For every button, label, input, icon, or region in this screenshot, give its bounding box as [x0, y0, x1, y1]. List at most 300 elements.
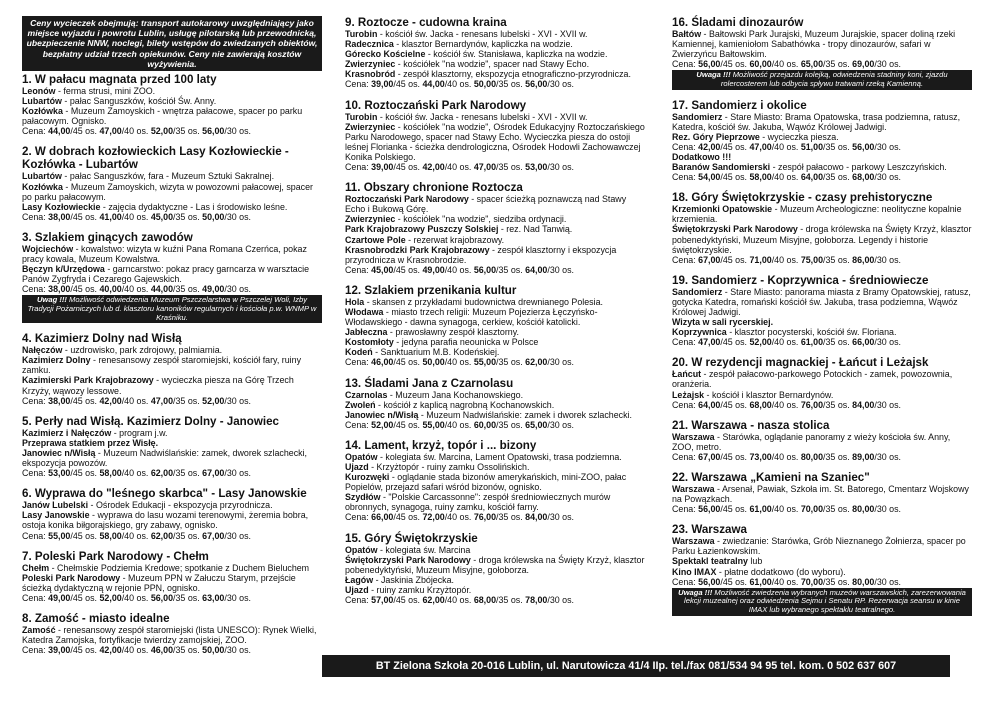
- stop-description: - zespół pałacowo-parkowego Potockich - zamek, powozownia, oranżeria.: [672, 369, 953, 390]
- group-size: /45 os.: [70, 284, 100, 295]
- tour-stop: [672, 327, 972, 337]
- stop-name: Zwoleń: [345, 399, 376, 410]
- group-size: /35 os.: [173, 284, 203, 295]
- group-size: /45 os.: [720, 399, 750, 410]
- stop-description: - Bałtowski Park Jurajski, Muzeum Jurajskie, spacer doliną rzeki Kamiennej, kamieniołom Sabathówka - tropy dinozaurów, safari w Zwierzyńcu Bałtowskim.: [672, 29, 956, 60]
- tour-stop: [672, 484, 972, 504]
- group-size: /35 os.: [823, 172, 853, 183]
- tour-title: 19. Sandomierz - Koprzywnica - średniowiecze: [672, 273, 929, 287]
- group-size: /35 os.: [496, 162, 526, 173]
- price-value: 52,00: [749, 337, 772, 348]
- group-size: /40 os.: [121, 211, 151, 222]
- group-size: /45 os.: [720, 504, 750, 515]
- group-size: /35 os.: [496, 79, 526, 90]
- stop-description: - Krzyżtopór - ruiny zamku Ossolińskich.: [368, 462, 530, 472]
- stop-name: Górecko Kościelne: [345, 49, 426, 60]
- group-size: /45 os.: [70, 211, 100, 222]
- stop-name: Łagów: [345, 574, 374, 585]
- price-value: 80,00: [852, 576, 875, 587]
- stop-description: - zespół pałacowo - parkowy Leszczyńskich.: [770, 162, 947, 173]
- stop-description: - program j.w.: [111, 427, 168, 438]
- stop-name: Opatów: [345, 544, 378, 555]
- price-value: 39,00: [371, 162, 394, 173]
- tour-stop: [672, 132, 972, 142]
- price-value: 44,00: [150, 284, 174, 295]
- price-value: 52,00: [371, 419, 394, 430]
- stop-name: Czarnolas: [345, 389, 388, 400]
- tour-title: 2. W dobrach kozłowieckich Lasy Kozłowieckie - Kozłówka - Lubartów: [22, 145, 289, 172]
- group-size: /40 os.: [121, 395, 151, 406]
- stop-description: - droga królewska na Święty Krzyż, klasztor pobenedyktyński, Muzeum Misyjne, gołoborza. Legendy i historie świętokrzyskie.: [672, 224, 972, 255]
- price-line: [345, 162, 645, 172]
- price-value: 63,00: [202, 592, 225, 603]
- price-label: Cena:: [345, 419, 372, 430]
- price-value: 46,00: [150, 645, 174, 656]
- tour-stop: [345, 410, 645, 420]
- tour-item: [22, 73, 322, 136]
- tour-stop: [22, 182, 322, 202]
- price-label: Cena:: [672, 172, 699, 183]
- tour-title: 8. Zamość - miasto idealne: [22, 611, 170, 625]
- price-value: 58,00: [99, 468, 122, 479]
- price-line: [345, 420, 645, 430]
- price-line: [22, 396, 322, 406]
- tour-stop: [345, 337, 645, 347]
- stop-name: Kozłówka: [22, 181, 63, 192]
- group-size: /35 os.: [823, 504, 853, 515]
- group-size: /35 os.: [173, 645, 203, 656]
- group-size: /30 os.: [224, 645, 252, 656]
- tour-note: [22, 295, 322, 323]
- stop-description: - rez. Nad Tanwią.: [498, 224, 573, 235]
- stop-description: - kościół z kaplicą nagrobną Kochanowskich.: [375, 399, 555, 410]
- group-size: /45 os.: [393, 595, 423, 606]
- stop-description: - Ośrodek Edukacji - ekspozycja przyrodnicza.: [88, 500, 273, 511]
- stop-description: - kościół i klasztor Bernardynów.: [704, 389, 834, 400]
- tour-title: 17. Sandomierz i okolice: [672, 98, 807, 112]
- stop-description: - zespół klasztorny, ekspozycja etnograficzno-przyrodnicza.: [395, 69, 631, 80]
- stop-description: - pałac Sanguszków, fara - Muzeum Sztuki Sakralnej.: [61, 171, 275, 182]
- price-line: [345, 265, 645, 275]
- tour-title: 5. Perły nad Wisłą. Kazimierz Dolny - Janowiec: [22, 414, 279, 428]
- group-size: /40 os.: [771, 172, 801, 183]
- stop-name: Włodawa: [345, 306, 384, 317]
- stop-description: lub: [747, 556, 763, 567]
- price-value: 50,00: [473, 79, 497, 90]
- stop-name: Park Krajobrazowy Puszczy Solskiej: [345, 224, 499, 235]
- tour-item: [672, 274, 972, 348]
- tour-stop: [345, 462, 645, 472]
- tour-stop: [345, 235, 645, 245]
- stop-name: Roztoczański Park Narodowy: [345, 194, 469, 205]
- tour-stop: [345, 49, 645, 59]
- price-value: 66,00: [371, 512, 394, 523]
- price-value: 60,00: [473, 419, 497, 430]
- tour-title: 15. Góry Świętokrzyskie: [345, 531, 478, 545]
- stop-name: Baranów Sandomierski: [672, 162, 771, 173]
- price-value: 53,00: [48, 468, 71, 479]
- group-size: /30 os.: [547, 419, 575, 430]
- tour-stop: [345, 214, 645, 224]
- price-value: 50,00: [422, 357, 445, 368]
- price-value: 68,00: [852, 172, 875, 183]
- group-size: /45 os.: [393, 357, 423, 368]
- group-size: /30 os.: [874, 141, 902, 152]
- price-value: 71,00: [749, 254, 772, 265]
- group-size: /40 os.: [444, 264, 474, 275]
- stop-description: - kolegiata św. Marcina: [377, 544, 471, 555]
- price-label: Cena:: [345, 512, 372, 523]
- price-value: 41,00: [99, 211, 122, 222]
- tour-stop: [22, 448, 322, 468]
- tour-stop: [672, 536, 972, 556]
- tour-title: 12. Szlakiem przenikania kultur: [345, 283, 517, 297]
- group-size: /30 os.: [224, 530, 252, 541]
- group-size: /40 os.: [771, 504, 801, 515]
- price-value: 47,00: [99, 126, 122, 137]
- group-size: /35 os.: [823, 59, 853, 70]
- price-value: 56,00: [698, 576, 721, 587]
- tour-title: 4. Kazimierz Dolny nad Wisłą: [22, 332, 182, 346]
- price-value: 75,00: [800, 254, 824, 265]
- stop-name: Rez. Góry Pieprzowe: [672, 131, 760, 142]
- tour-stop: [345, 112, 645, 122]
- tour-item: [22, 415, 322, 478]
- tour-title: 21. Warszawa - nasza stolica: [672, 418, 830, 432]
- tour-stop: [22, 86, 322, 96]
- tour-item: [345, 377, 645, 430]
- stop-name: Krzemionki Opatowskie: [672, 204, 773, 215]
- stop-description: - zwiedzanie: Starówka, Grób Nieznanego Żołnierza, spacer po Parku Łazienkowskim.: [672, 536, 966, 557]
- group-size: /45 os.: [70, 592, 100, 603]
- stop-description: - Jaskinia Zbójecka.: [373, 574, 455, 585]
- tour-item: [672, 16, 972, 90]
- price-value: 67,00: [202, 530, 225, 541]
- price-value: 56,00: [150, 592, 174, 603]
- group-size: /40 os.: [121, 468, 151, 479]
- price-label: Cena:: [22, 645, 49, 656]
- price-value: 61,00: [800, 337, 824, 348]
- price-label: Cena:: [22, 530, 49, 541]
- group-size: /35 os.: [173, 211, 203, 222]
- price-value: 67,00: [698, 254, 721, 265]
- tour-stop: [345, 69, 645, 79]
- price-value: 47,00: [749, 141, 772, 152]
- group-size: /35 os.: [496, 512, 526, 523]
- stop-description: - kościółek "na wodzie", spacer nad Stawy Echo.: [395, 59, 590, 70]
- price-line: [672, 172, 972, 182]
- price-value: 50,00: [202, 645, 225, 656]
- note-text: Możliwość odwiedzenia Muzeum Pszczelarstwa w Pszczelej Woli, Izby Tradycji Pożarniczych lub d. klasztoru kanoników regularnych i kościoła p.w. WNMP w Kraśniku.: [27, 295, 317, 322]
- tour-stop: [22, 106, 322, 126]
- price-line: [672, 59, 972, 69]
- group-size: /40 os.: [771, 254, 801, 265]
- price-label: Cena:: [672, 254, 699, 265]
- price-value: 70,00: [800, 504, 824, 515]
- extra-label: Dodatkowo !!!: [672, 151, 732, 162]
- tour-stop: [345, 585, 645, 595]
- note-label: Uwaga !!!: [678, 587, 713, 597]
- stop-description: - kolegiata św. Marcina, Lament Opatowski, trasa podziemna.: [377, 451, 622, 462]
- price-value: 44,00: [422, 79, 445, 90]
- stop-name: Świętokrzyski Park Narodowy: [345, 554, 471, 565]
- group-size: /45 os.: [70, 395, 100, 406]
- price-value: 58,00: [99, 530, 122, 541]
- group-size: /30 os.: [874, 172, 902, 183]
- price-value: 66,00: [852, 337, 875, 348]
- stop-name: Nałęczów: [22, 345, 63, 356]
- stop-name: Sandomierz: [672, 111, 723, 122]
- group-size: /40 os.: [444, 357, 474, 368]
- price-value: 42,00: [99, 395, 122, 406]
- contact-footer: BT Zielona Szkoła 20-016 Lublin, ul. Narutowicza 41/4 IIp. tel./fax 081/534 94 95 tel. kom. 0 502 637 607: [322, 655, 950, 677]
- price-line: [22, 468, 322, 478]
- group-size: /35 os.: [496, 264, 526, 275]
- stop-name: Krasnobrodzki Park Krajobrazowy: [345, 244, 490, 255]
- stop-description: - oglądanie stada bizonów amerykańskich, mini-ZOO, pałac Popielów, przejazd safari wśród bizonów, ognisko.: [345, 472, 627, 493]
- group-size: /40 os.: [771, 141, 801, 152]
- stop-description: - kościółek "na wodzie", siedziba ordynacji.: [395, 214, 567, 225]
- group-size: /40 os.: [444, 162, 474, 173]
- price-value: 55,00: [422, 419, 445, 430]
- price-label: Cena:: [672, 59, 699, 70]
- tour-stop: [672, 112, 972, 132]
- note-text: Możliwość przejazdu kolejką, odwiedzenia stadniny koni, zjazdu rolercosterem lub odbycia spływu tratwami rzeką Kamienną.: [720, 70, 948, 88]
- price-value: 69,00: [852, 59, 875, 70]
- price-value: 52,00: [202, 395, 225, 406]
- tour-stop: [672, 29, 972, 59]
- price-value: 45,00: [150, 211, 174, 222]
- tour-item: [22, 487, 322, 540]
- price-line: [672, 577, 972, 587]
- stop-description: - kościół św. Jacka - renesans lubelski - XVI - XVII w.: [377, 29, 588, 39]
- price-value: 56,00: [202, 126, 225, 137]
- stop-description: - jedyna parafia neounicka w Polsce: [393, 337, 539, 348]
- group-size: /30 os.: [874, 337, 902, 348]
- group-size: /45 os.: [70, 530, 100, 541]
- tour-stop: [345, 297, 645, 307]
- group-size: /45 os.: [720, 59, 750, 70]
- stop-description: - spacer ścieżką poznawczą nad Stawy Echo i Bukową Górę.: [345, 194, 627, 215]
- group-size: /35 os.: [823, 451, 853, 462]
- stop-name: Wizyta w sali rycerskiej.: [672, 317, 774, 328]
- tour-stop: [672, 204, 972, 224]
- tour-item: [345, 284, 645, 368]
- price-value: 68,00: [749, 399, 772, 410]
- stop-description: - renesansowy zespół staromiejski (lista UNESCO): Rynek Wielki, Katedra Zamojska, fortyfikacje twierdzy zamojskiej, ZOO.: [22, 624, 317, 646]
- group-size: /35 os.: [173, 395, 203, 406]
- price-label: Cena:: [345, 595, 372, 606]
- group-size: /30 os.: [547, 512, 575, 523]
- stop-description: - skansen z przykładami budownictwa drewnianego Polesia.: [364, 296, 603, 307]
- group-size: /45 os.: [720, 337, 750, 348]
- group-size: /30 os.: [224, 126, 252, 137]
- price-value: 55,00: [473, 357, 497, 368]
- tour-stop: [22, 96, 322, 106]
- stop-name: Turobin: [345, 29, 378, 39]
- price-value: 38,00: [48, 211, 71, 222]
- group-size: /45 os.: [720, 141, 750, 152]
- stop-name: Warszawa: [672, 484, 715, 494]
- stop-name: Turobin: [345, 111, 378, 122]
- price-value: 39,00: [48, 645, 71, 656]
- stop-description: - prawosławny zespół klasztorny.: [387, 327, 519, 338]
- price-value: 76,00: [473, 512, 497, 523]
- tour-stop: [672, 567, 972, 577]
- stop-description: - Sanktuarium M.B. Kodeńskiej.: [372, 347, 500, 358]
- group-size: /30 os.: [547, 162, 575, 173]
- stop-description: - ferma strusi, mini ZOO.: [55, 86, 156, 97]
- tour-stop: [345, 555, 645, 575]
- stop-description: - Starówka, oglądanie panoramy z wieży kościoła św. Anny, ZOO, metro.: [672, 431, 951, 452]
- stop-description: - zajęcia dydaktyczne - Las i środowisko leśne.: [100, 201, 288, 212]
- tour-title: 6. Wyprawa do "leśnego skarbca" - Lasy Janowskie: [22, 487, 307, 501]
- group-size: /30 os.: [547, 264, 575, 275]
- price-value: 56,00: [698, 504, 721, 515]
- stop-name: Krasnobród: [345, 69, 396, 80]
- stop-description: - płatne dodatkowo (do wyboru).: [716, 566, 846, 577]
- stop-name: Bałtów: [672, 29, 702, 39]
- tour-item: [672, 356, 972, 409]
- tour-stop: [22, 171, 322, 181]
- price-value: 62,00: [150, 530, 174, 541]
- note-label: Uwag !!!: [36, 295, 67, 305]
- group-size: /30 os.: [224, 395, 252, 406]
- tour-title: 1. W pałacu magnata przed 100 laty: [22, 73, 217, 87]
- tour-stop: [345, 347, 645, 357]
- extra-option: [672, 152, 972, 162]
- stop-name: Zamość: [22, 624, 56, 635]
- tour-title: 16. Śladami dinozaurów: [672, 16, 804, 29]
- stop-name: Leonów: [22, 86, 56, 97]
- price-value: 68,00: [473, 595, 497, 606]
- group-size: /30 os.: [874, 504, 902, 515]
- group-size: /45 os.: [393, 419, 423, 430]
- price-value: 54,00: [698, 172, 721, 183]
- group-size: /30 os.: [224, 468, 252, 479]
- tour-stop: [345, 472, 645, 492]
- price-value: 49,00: [422, 264, 445, 275]
- tour-stop: [672, 224, 972, 254]
- price-value: 80,00: [800, 451, 824, 462]
- tour-title: 7. Poleski Park Narodowy - Chełm: [22, 549, 209, 563]
- stop-name: Wojciechów: [22, 243, 74, 254]
- tour-stop: [672, 556, 972, 566]
- price-value: 53,00: [525, 162, 548, 173]
- stop-name: Lubartów: [22, 171, 62, 182]
- group-size: /30 os.: [547, 79, 575, 90]
- stop-name: Jabłeczna: [345, 327, 388, 338]
- group-size: /45 os.: [393, 512, 423, 523]
- price-value: 84,00: [525, 512, 548, 523]
- price-value: 40,00: [99, 284, 122, 295]
- price-value: 70,00: [800, 576, 824, 587]
- price-line: [22, 593, 322, 603]
- stop-name: Zwierzyniec: [345, 214, 396, 225]
- stop-description: - miasto trzech religii: Muzeum Pojezierza Łęczyńsko-Włodawskiego - dawna synagoga, cerkiew, kościół katolicki.: [345, 306, 598, 328]
- group-size: /40 os.: [444, 419, 474, 430]
- stop-description: - wyprawa do lasu wozami terenowymi, żeremia bobra, ostoja konika biłgorajskiego, gry zabawy, ognisko.: [22, 510, 309, 531]
- price-value: 50,00: [202, 211, 225, 222]
- tour-title: 10. Roztoczański Park Narodowy: [345, 98, 527, 112]
- tour-list: [672, 16, 972, 616]
- price-label: Cena:: [672, 141, 699, 152]
- stop-name: Kino IMAX: [672, 566, 717, 577]
- price-value: 39,00: [371, 79, 394, 90]
- stop-name: Lasy Kozłowieckie: [22, 201, 101, 212]
- group-size: /35 os.: [173, 126, 203, 137]
- price-label: Cena:: [672, 576, 699, 587]
- group-size: /40 os.: [121, 530, 151, 541]
- group-size: /30 os.: [224, 211, 252, 222]
- stop-name: Kazimierz i Nałęczów: [22, 427, 112, 438]
- price-value: 56,00: [525, 79, 548, 90]
- column-middle: [345, 16, 645, 614]
- price-value: 42,00: [422, 162, 445, 173]
- price-value: 44,00: [48, 126, 71, 137]
- price-info-banner: Ceny wycieczek obejmują: transport autokarowy uwzględniający jako miejsce wyjazdu i powrotu Lublin, usługę pilotarską lub przewodnicką, ubezpieczenie NNW, noclegi, bilety wstępów do zwiedzanych obiektów, bezpłatny udział trzech opiekunów. Ceny nie zawierają kosztów wyżywienia.: [22, 16, 322, 71]
- stop-name: Koprzywnica: [672, 327, 727, 338]
- group-size: /30 os.: [224, 592, 252, 603]
- price-line: [345, 512, 645, 522]
- stop-name: Zwierzyniec: [345, 121, 396, 132]
- stop-description: - ruiny zamku Krzyżtopór.: [368, 584, 472, 595]
- stop-description: - wycieczka piesza na Górę Trzech Krzyży, wąwozy lessowe.: [22, 375, 294, 396]
- group-size: /30 os.: [874, 451, 902, 462]
- price-label: Cena:: [672, 504, 699, 515]
- price-line: [672, 452, 972, 462]
- group-size: /45 os.: [720, 254, 750, 265]
- stop-description: - Stare Miasto: Brama Opatowska, trasa podziemna, ratusz, Katedra, kościół św. Jakuba, Wąwóz Królowej Jadwigi.: [672, 111, 961, 132]
- group-size: /40 os.: [121, 645, 151, 656]
- price-label: Cena:: [672, 337, 699, 348]
- price-line: [672, 142, 972, 152]
- price-value: 65,00: [800, 59, 824, 70]
- price-value: 56,00: [852, 141, 875, 152]
- group-size: /35 os.: [173, 592, 203, 603]
- tour-stop: [672, 287, 972, 317]
- price-value: 42,00: [698, 141, 721, 152]
- stop-description: - Muzeum Nadwiślańskie: zamek, dworek szlachecki, ekspozycja powozów.: [22, 447, 308, 469]
- price-label: Cena:: [22, 284, 49, 295]
- tour-title: 3. Szlakiem ginących zawodów: [22, 230, 193, 244]
- tour-stop: [22, 375, 322, 395]
- price-value: 67,00: [698, 451, 721, 462]
- price-value: 42,00: [99, 645, 122, 656]
- price-value: 89,00: [852, 451, 875, 462]
- price-value: 38,00: [48, 395, 71, 406]
- price-value: 76,00: [800, 399, 824, 410]
- stop-name: Ujazd: [345, 462, 369, 472]
- group-size: /35 os.: [823, 576, 853, 587]
- price-value: 47,00: [150, 395, 174, 406]
- tour-stop: [22, 244, 322, 264]
- tour-stop: [22, 563, 322, 573]
- price-value: 62,00: [422, 595, 445, 606]
- stop-name: Bęczyn k/Urzędowa: [22, 264, 105, 275]
- price-value: 61,00: [749, 576, 772, 587]
- tour-stop: [345, 59, 645, 69]
- price-value: 72,00: [422, 512, 445, 523]
- stop-name: Opatów: [345, 451, 378, 462]
- note-text: Możliwość zwiedzenia wybranych muzeów warszawskich, zarezerwowania lekcji muzealnej oraz odwiedzenia Sejmu i Senatu RP. Rezerwacja seansu w kinie IMAX lub wybranego spektaklu teatralnego.: [684, 587, 966, 614]
- price-value: 73,00: [749, 451, 772, 462]
- price-value: 49,00: [202, 284, 225, 295]
- price-line: [672, 504, 972, 514]
- price-line: [672, 255, 972, 265]
- group-size: /40 os.: [771, 59, 801, 70]
- tour-stop: [22, 264, 322, 284]
